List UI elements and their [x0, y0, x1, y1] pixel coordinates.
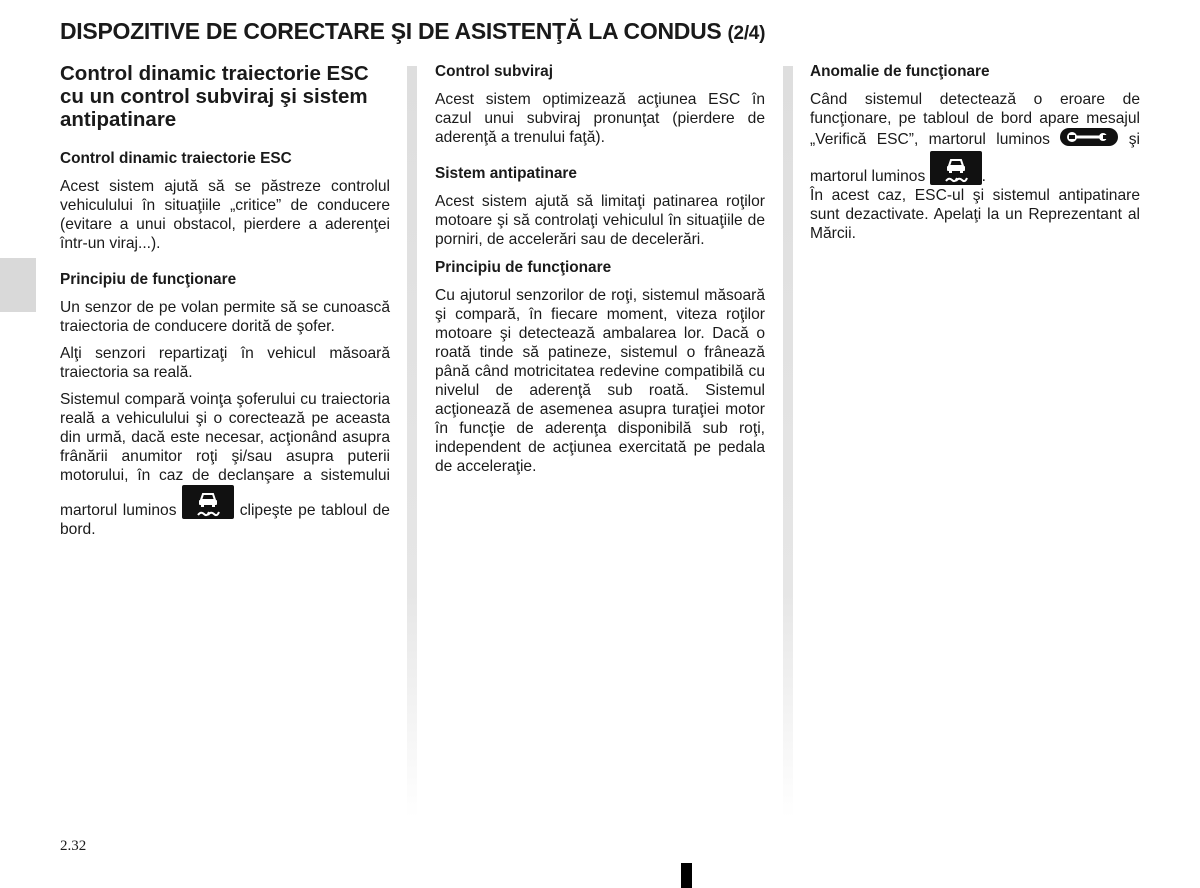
subheading-malfunction: Anomalie de funcţionare — [810, 63, 990, 80]
paragraph: Cu ajutorul senzorilor de roţi, sistemul măsoară şi compară, în fiecare moment, viteza roţilor motoare şi detectează ambalarea lor. Dacă o roată tinde să patineze, sistemul o frânează până când motricitatea redevine compatibilă cu nivelul de aderenţă sub roată. Sistemul acţionează de asemenea asupra turaţiei motor în funcţie de aderenţa disponibilă sub roţi, independent de acţiunea exercitată pe pedala de acceleraţie. — [435, 287, 765, 475]
paragraph-text: şi — [1128, 131, 1140, 148]
section-title: Control dinamic traiectorie ESC cu un control subviraj şi sistem antipatinare — [60, 62, 369, 131]
esc-warning-lamp-icon — [182, 485, 234, 519]
subheading-esc: Control dinamic traiectorie ESC — [60, 150, 292, 167]
paragraph: Un senzor de pe volan permite să se cunoască traiectoria de conducere dorită de şofer. — [60, 299, 390, 335]
subheading-principle: Principiu de funcţionare — [60, 271, 237, 288]
paragraph-text: martorul luminos — [810, 168, 926, 185]
subheading-principle: Principiu de funcţionare — [435, 259, 612, 276]
section-tab — [0, 258, 36, 312]
paragraph-with-icon — [60, 390, 390, 539]
column-left — [60, 62, 390, 539]
esc-warning-lamp-icon — [930, 151, 982, 185]
paragraph-text: Când sistemul detectează o eroare de funcţionare, pe tabloul de bord apare mesajul „Verifică ESC”, martorul luminos — [810, 91, 1140, 148]
column-separator — [783, 66, 793, 818]
subheading-antiskid: Sistem antipatinare — [435, 165, 577, 182]
paragraph: În acest caz, ESC-ul şi sistemul antipatinare sunt dezactivate. Apelaţi la un Reprezentant al Mărcii. — [810, 187, 1140, 242]
page-of-indicator: (2/4) — [727, 23, 766, 44]
column-separator — [407, 66, 417, 818]
wrench-warning-lamp-icon — [1060, 128, 1118, 151]
paragraph: Acest sistem ajută să limitaţi patinarea roţilor motoare şi să controlaţi vehiculul în situaţiile de porniri, de accelerări sau de decelerări. — [435, 193, 765, 248]
paragraph-text: Sistemul compară voinţa şoferului cu traiectoria reală a vehiculului şi o corectează pe aceasta din urmă, dacă este necesar, acţionând asupra frânării anumitor roţi şi/sau asupra puterii motorului, în caz de declanşare a sistemului martorul luminos — [60, 391, 390, 519]
column-right — [810, 62, 1140, 243]
title-text: DISPOZITIVE DE CORECTARE ŞI DE ASISTENŢĂ LA CONDUS — [60, 18, 722, 44]
paragraph-text: . — [981, 168, 986, 185]
column-middle — [435, 62, 765, 476]
paragraph-with-icons — [810, 90, 1140, 186]
paragraph: Acest sistem ajută să se păstreze controlul vehiculului în situaţiile „critice” de conducere (evitare a unui obstacol, pierdere a aderenţei într-un viraj...). — [60, 178, 390, 252]
page-number: 2.32 — [60, 838, 87, 854]
paragraph-text: clipeşte pe tabloul de bord. — [60, 502, 390, 538]
edge-mark — [681, 863, 692, 888]
subheading-understeer: Control subviraj — [435, 63, 554, 80]
paragraph: Alţi senzori repartizaţi în vehicul măsoară traiectoria sa reală. — [60, 345, 390, 381]
paragraph: Acest sistem optimizează acţiunea ESC în cazul unui subviraj pronunţat (pierdere de aderenţă a trenului faţă). — [435, 91, 765, 146]
page-title — [60, 18, 765, 45]
